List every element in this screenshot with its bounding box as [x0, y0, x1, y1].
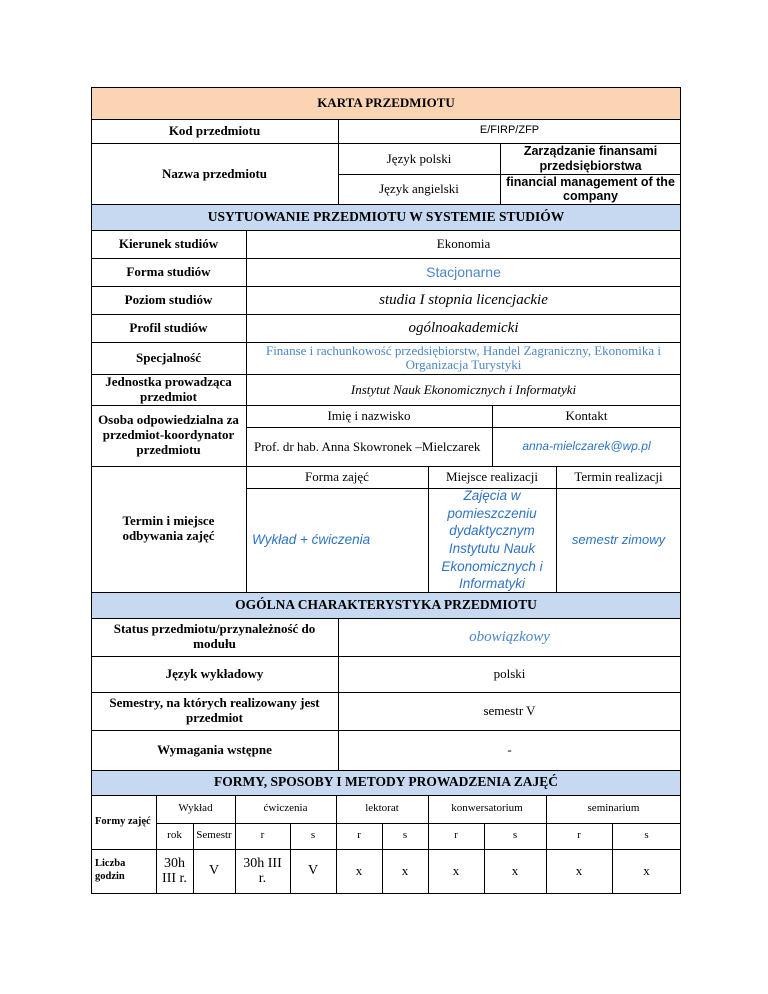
- formy-value: x: [643, 863, 650, 879]
- specjalnosc-label: Specjalność: [136, 350, 201, 366]
- status-value: obowiązkowy: [469, 629, 550, 645]
- forma-value: Stacjonarne: [426, 263, 501, 280]
- kod-value: E/FIRP/ZFP: [479, 124, 540, 137]
- formy-value: x: [511, 863, 519, 879]
- osoba-email[interactable]: anna-mielczarek@wp.pl: [522, 439, 651, 454]
- formy-row-label: Formy zajęć: [95, 815, 151, 827]
- profil-value: ogólnoakademicki: [408, 320, 519, 336]
- page-title: KARTA PRZEDMIOTU: [317, 95, 455, 111]
- osoba-name: Prof. dr hab. Anna Skowronek –Mielczarek: [254, 438, 481, 454]
- formy-sub: s: [512, 829, 518, 842]
- termin-label: Termin i miejsce odbywania zajęć: [122, 513, 215, 543]
- formy-sub: r: [357, 829, 361, 842]
- termin-termin-header: Termin realizacji: [574, 469, 663, 485]
- formy-value: 30h III r.: [243, 855, 282, 886]
- status-label: Status przedmiotu/przynależność do modułu: [113, 621, 316, 651]
- formy-sub: Semestr: [196, 829, 232, 842]
- formy-sub: s: [644, 829, 649, 842]
- specjalnosc-value: Finanse i rachunkowość przedsiębiorstw, Handel Zagraniczny, Ekonomika i Organizacja Turystyki: [265, 342, 662, 372]
- semestry-label: Semestry, na których realizowany jest przedmiot: [109, 695, 320, 725]
- forma-label: Forma studiów: [126, 264, 211, 280]
- semestry-value: semestr V: [483, 703, 536, 719]
- jednostka-value: Instytut Nauk Ekonomicznych i Informatyki: [350, 381, 577, 397]
- osoba-label: Osoba odpowiedzialna za przedmiot-koordynator przedmiotu: [98, 412, 239, 457]
- formy-group: ćwiczenia: [263, 802, 308, 815]
- formy-value: 30h III r.: [162, 855, 187, 886]
- formy-group: lektorat: [365, 802, 399, 815]
- nazwa-en-value: financial management of the company: [506, 174, 675, 203]
- formy-hours-label: Liczba godzin: [95, 858, 126, 882]
- poziom-value: studia I stopnia licencjackie: [379, 292, 548, 308]
- section2-title: OGÓLNA CHARAKTERYSTYKA PRZEDMIOTU: [235, 596, 537, 612]
- termin-forma: Wykład + ćwiczenia: [252, 531, 371, 547]
- formy-value: V: [307, 862, 319, 878]
- jezyk-label: Język wykładowy: [165, 666, 264, 682]
- osoba-name-header: Imię i nazwisko: [327, 408, 411, 424]
- formy-value: x: [355, 863, 363, 879]
- jednostka-label: Jednostka prowadząca przedmiot: [105, 373, 232, 404]
- formy-sub: r: [577, 829, 581, 842]
- nazwa-pl-label: Język polski: [386, 150, 452, 166]
- formy-value: x: [452, 863, 460, 879]
- formy-group: Wykład: [178, 802, 213, 815]
- kierunek-label: Kierunek studiów: [118, 236, 219, 252]
- termin-termin: semestr zimowy: [571, 532, 666, 548]
- formy-group: konwersatorium: [451, 802, 523, 815]
- nazwa-pl-value: Zarządzanie finansami przedsiębiorstwa: [523, 144, 658, 173]
- kierunek-value: Ekonomia: [436, 236, 491, 252]
- poziom-label: Poziom studiów: [124, 292, 213, 308]
- section3-title: FORMY, SPOSOBY I METODY PROWADZENIA ZAJĘĆ: [213, 774, 559, 790]
- formy-sub: s: [402, 829, 408, 842]
- formy-value: x: [575, 863, 583, 879]
- jezyk-value: polski: [493, 666, 526, 682]
- formy-value: V: [208, 862, 220, 878]
- section1-title: USYTUOWANIE PRZEDMIOTU W SYSTEMIE STUDIÓW: [207, 208, 565, 224]
- formy-sub: s: [310, 829, 316, 842]
- formy-sub: r: [454, 829, 458, 842]
- wymagania-label: Wymagania wstępne: [157, 742, 272, 758]
- formy-value: x: [401, 863, 409, 879]
- termin-miejsce-header: Miejsce realizacji: [445, 469, 539, 485]
- termin-miejsce: Zajęcia w pomieszczeniu dydaktycznym Instytutu Nauk Ekonomicznych i Informatyki: [441, 488, 543, 592]
- profil-label: Profil studiów: [129, 320, 208, 336]
- wymagania-value: -: [507, 742, 512, 758]
- formy-sub: rok: [167, 829, 182, 842]
- nazwa-en-label: Język angielski: [379, 181, 459, 197]
- formy-group: seminarium: [587, 802, 640, 815]
- nazwa-label: Nazwa przedmiotu: [161, 165, 268, 181]
- kod-label: Kod przedmiotu: [168, 123, 261, 139]
- formy-sub: r: [260, 829, 265, 842]
- osoba-contact-header: Kontakt: [565, 408, 608, 424]
- termin-forma-header: Forma zajęć: [305, 469, 369, 485]
